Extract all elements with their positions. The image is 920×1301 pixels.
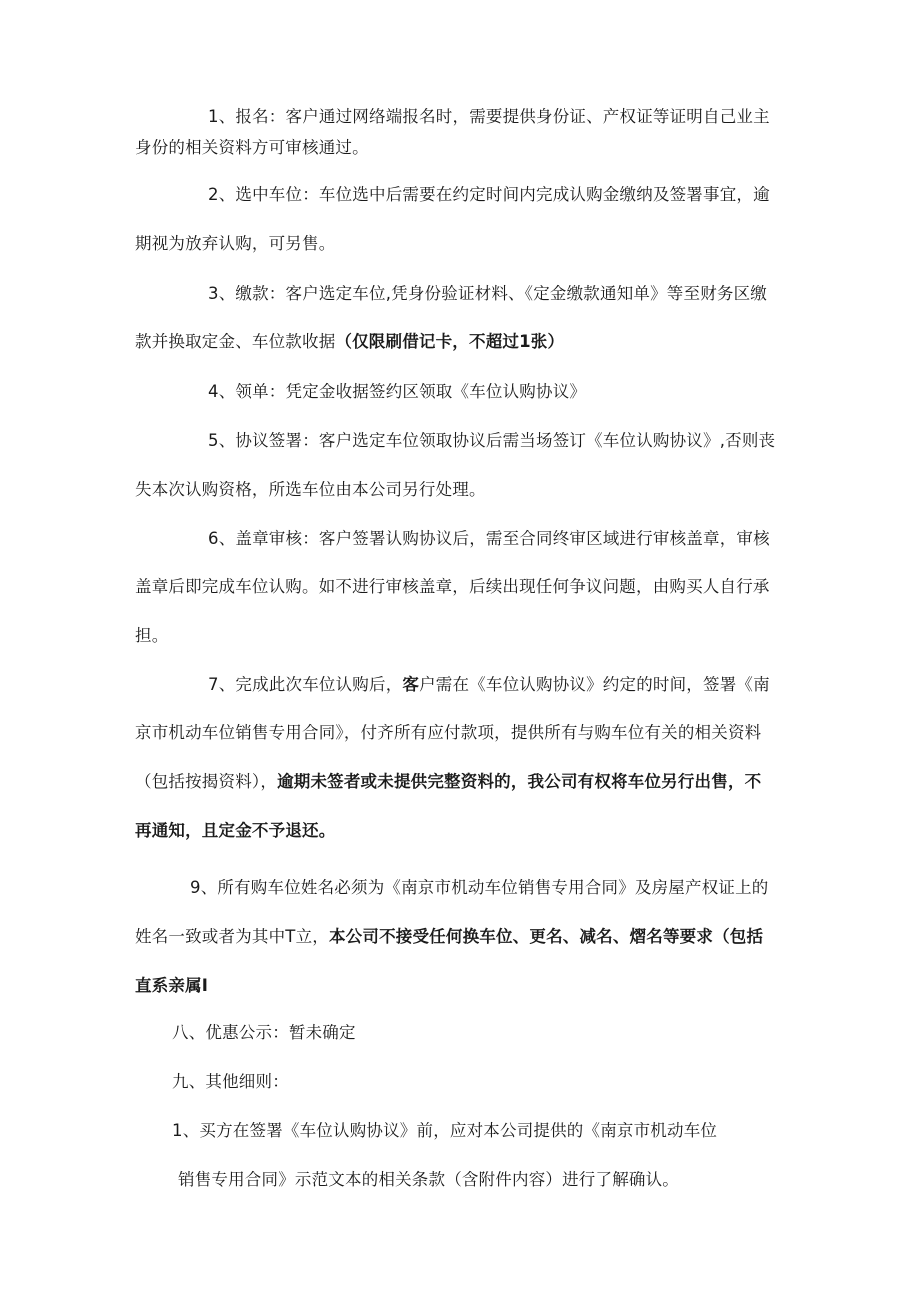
- para7-line2: 京市机动车位销售专用合同》，付齐所有应付款项，提供所有与购车位有关的相关资料: [135, 723, 762, 742]
- para5-line2: 失本次认购资格，所选车位由本公司另行处理。: [135, 480, 486, 499]
- para7-line1: 7、完成此次车位认购后，客户需在《车位认购协议》约定的时间，签署《南: [208, 675, 770, 694]
- para4-line1: 4、领单：凭定金收据签约区领取《车位认购协议》: [208, 382, 587, 401]
- para6-line3: 担。: [135, 626, 169, 645]
- section-nine-heading: 九、其他细则：: [172, 1072, 289, 1091]
- section-nine-item1-line2: 销售专用合同》示范文本的相关条款（含附件内容）进行了解确认。: [178, 1170, 679, 1189]
- para7-line4: 再通知，且定金不予退还。: [135, 821, 336, 840]
- para3-line1: 3、缴款：客户选定车位,凭身份验证材料、《定金缴款通知单》等至财务区缴: [208, 284, 767, 303]
- para6-line1: 6、盖章审核：客户签署认购协议后，需至合同终审区域进行审核盖章，审核: [208, 529, 770, 548]
- section-nine-item1-line1: 1、买方在签署《车位认购协议》前，应对本公司提供的《南京市机动车位: [172, 1121, 718, 1140]
- para3-line2: 款并换取定金、车位款收据（仅限刷借记卡，不超过1张）: [135, 332, 565, 351]
- para9-line2: 姓名一致或者为其中T立，本公司不接受任何换车位、更名、减名、熠名等要求（包括: [135, 927, 764, 946]
- para1-line2: 身份的相关资料方可审核通过。: [135, 138, 369, 157]
- para1-line1: 1、报名：客户通过网络端报名时，需要提供身份证、产权证等证明自己业主: [208, 107, 770, 126]
- para5-line1: 5、协议签署：客户选定车位领取协议后需当场签订《车位认购协议》,否则丧: [208, 431, 776, 450]
- para2-line1: 2、选中车位：车位选中后需要在约定时间内完成认购金缴纳及签署事宜，逾: [208, 185, 770, 204]
- para6-line2: 盖章后即完成车位认购。如不进行审核盖章，后续出现任何争议问题，由购买人自行承: [135, 577, 770, 596]
- para2-line2: 期视为放弃认购，可另售。: [135, 234, 336, 253]
- para7-line3: （包括按揭资料），逾期未签者或未提供完整资料的，我公司有权将车位另行出售，不: [135, 772, 762, 791]
- section-eight-heading: 八、优惠公示：暂未确定: [172, 1023, 356, 1042]
- para9-line3: 直系亲属I: [135, 976, 209, 995]
- para9-line1: 9、所有购车位姓名必须为《南京市机动车位销售专用合同》及房屋产权证上的: [190, 878, 769, 897]
